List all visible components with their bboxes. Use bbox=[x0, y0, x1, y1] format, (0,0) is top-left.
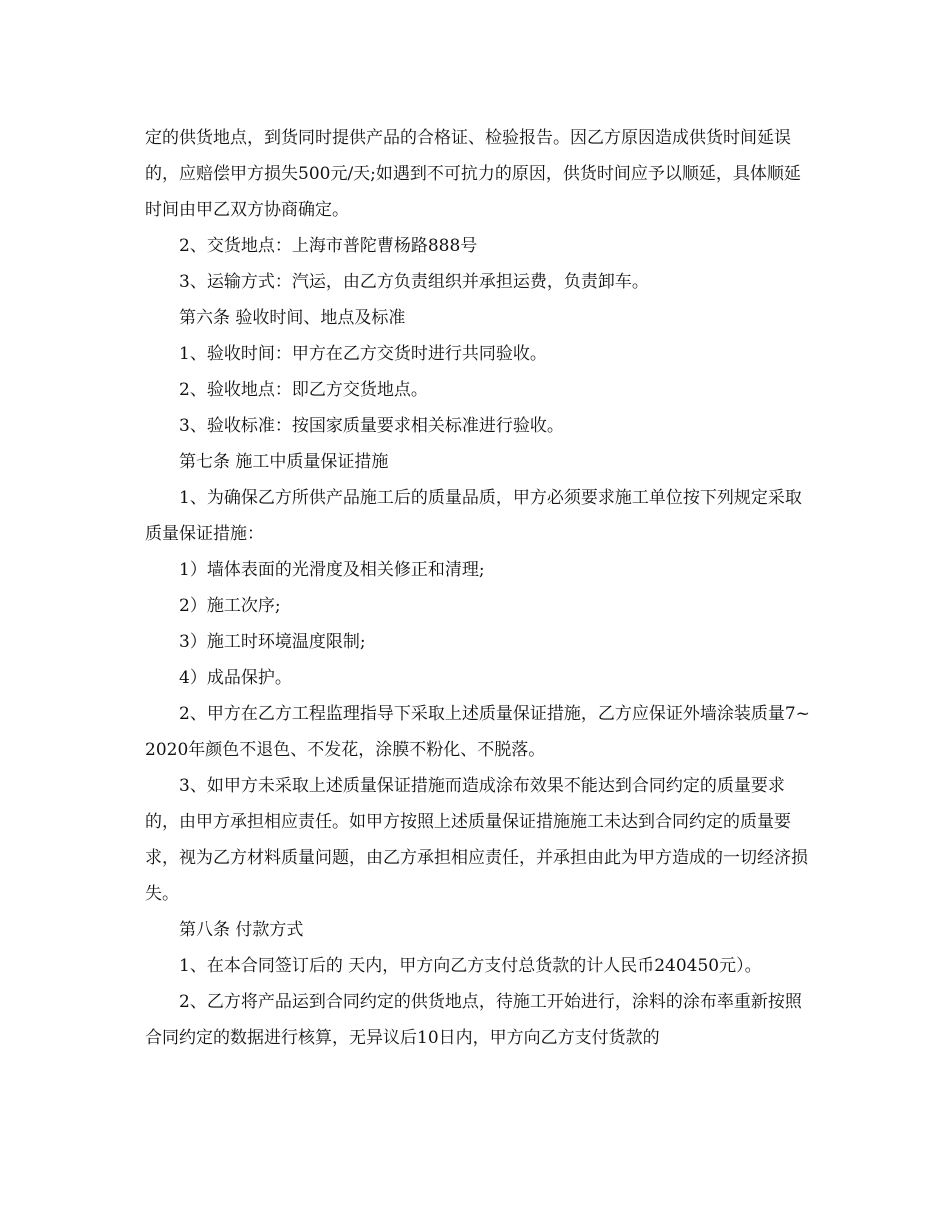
paragraph-supply-delay: 定的供货地点，到货同时提供产品的合格证、检验报告。因乙方原因造成供货时间延误的，应赔偿甲方损失500元/天;如遇到不可抗力的原因，供货时间应予以顺延，具体顺延时间由甲乙双方协商确定。 bbox=[145, 128, 801, 220]
paragraph-acceptance-location: 2、验收地点：即乙方交货地点。 bbox=[179, 380, 428, 400]
paragraph-payment-second: 2、乙方将产品运到合同约定的供货地点，待施工开始进行，涂料的涂布率重新按照合同约定的数据进行核算，无异议后10日内，甲方向乙方支付货款的 bbox=[145, 992, 802, 1048]
paragraph-acceptance-time: 1、验收时间：甲方在乙方交货时进行共同验收。 bbox=[179, 344, 547, 364]
list-item-wall-surface: 1）墙体表面的光滑度及相关修正和清理; bbox=[179, 560, 485, 580]
document-body bbox=[145, 120, 810, 1056]
article-seven-heading: 第七条 施工中质量保证措施 bbox=[179, 452, 389, 472]
paragraph-acceptance-standard: 3、验收标准：按国家质量要求相关标准进行验收。 bbox=[179, 416, 564, 436]
article-six-heading: 第六条 验收时间、地点及标准 bbox=[179, 308, 406, 328]
paragraph-transport-method: 3、运输方式：汽运，由乙方负责组织并承担运费，负责卸车。 bbox=[179, 272, 649, 292]
paragraph-payment-first: 1、在本合同签订后的 天内，甲方向乙方支付总货款的计人民币240450元）。 bbox=[179, 956, 762, 976]
paragraph-quality-guarantee: 2、甲方在乙方工程监理指导下采取上述质量保证措施，乙方应保证外墙涂装质量7~2020年颜色不退色、不发花，涂膜不粉化、不脱落。 bbox=[145, 704, 810, 760]
paragraph-delivery-location: 2、交货地点：上海市普陀曹杨路888号 bbox=[179, 236, 478, 256]
list-item-product-protection: 4）成品保护。 bbox=[179, 668, 292, 688]
paragraph-responsibility: 3、如甲方未采取上述质量保证措施而造成涂布效果不能达到合同约定的质量要求的，由甲方承担相应责任。如甲方按照上述质量保证措施施工未达到合同约定的质量要求，视为乙方材料质量问题，由乙方承担相应责任，并承担由此为甲方造成的一切经济损失。 bbox=[145, 776, 808, 904]
list-item-construction-order: 2）施工次序; bbox=[179, 596, 281, 616]
article-eight-heading: 第八条 付款方式 bbox=[179, 920, 304, 940]
paragraph-quality-measures: 1、为确保乙方所供产品施工后的质量品质，甲方必须要求施工单位按下列规定采取质量保证措施： bbox=[145, 488, 802, 544]
list-item-temperature-limit: 3）施工时环境温度限制; bbox=[179, 632, 366, 652]
